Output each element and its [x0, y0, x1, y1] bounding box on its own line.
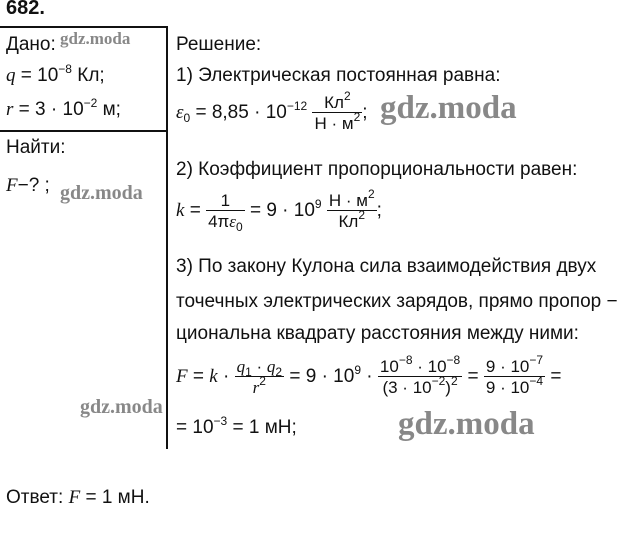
given-q-line [6, 62, 105, 86]
f-big-fraction [378, 353, 462, 397]
eps-eq: = 8,85 · 10 [190, 102, 287, 124]
given-label: Дано: [6, 34, 56, 55]
r-exp: −2 [83, 96, 98, 110]
k-frac-den-a: 4π [208, 212, 230, 231]
eps-var: ε [176, 102, 184, 124]
f-big-num-mid: · 10 [412, 357, 447, 376]
r-var: r [6, 99, 14, 120]
k-exp: 9 [314, 197, 322, 212]
q-unit: Кл; [71, 65, 105, 86]
k-frac-den-b: ε [229, 212, 236, 231]
eps-unit-den: Н · м [314, 114, 354, 133]
eps-tail: ; [362, 102, 368, 124]
find-f-line [6, 176, 50, 195]
result-exp: −3 [213, 414, 228, 428]
solution-label: Решение: [176, 34, 262, 55]
f-big-den-exp2: 2 [450, 374, 458, 388]
f-q2: q [266, 357, 276, 376]
f-r-exp: 2 [259, 374, 266, 388]
k-mid: = 9 · 10 [244, 200, 315, 222]
watermark-3: gdz.moda [60, 182, 143, 204]
f-k: k [209, 366, 218, 388]
f-mid: = 9 · 10 [284, 366, 355, 388]
f-eq2: = [462, 366, 484, 388]
f-r-den-exp: −4 [529, 374, 544, 388]
k-unit-den: Кл [338, 212, 359, 231]
r-unit: м; [97, 99, 121, 120]
f-r-num-exp: −7 [529, 353, 544, 367]
f-big-num-exp: −8 [398, 353, 413, 367]
f-r: r [252, 378, 260, 397]
answer-var: F [68, 487, 81, 508]
watermark-1: gdz.moda [60, 29, 131, 48]
f-big-den-exp: −2 [431, 374, 446, 388]
k-frac-den-sub: 0 [235, 220, 243, 234]
f-q-fraction [235, 358, 284, 396]
step3-line3: циональна квадрату расстояния между ними: [176, 323, 579, 344]
find-label: Найти: [6, 137, 66, 158]
given-r-line [6, 96, 121, 120]
f-result-fraction [484, 353, 545, 397]
step3-line2: точечных электрических зарядов, прямо пропор − [176, 291, 618, 312]
f-big-num-exp2: −8 [446, 353, 461, 367]
result-line [176, 414, 297, 438]
k-unit-den-exp: 2 [358, 208, 366, 222]
f-big-num: 10 [379, 357, 399, 376]
k-var: k [176, 200, 185, 222]
vertical-divider [166, 26, 168, 449]
answer-label: Ответ: [6, 487, 69, 508]
answer-line [6, 488, 150, 507]
f-big-den: (3 · 10 [382, 378, 432, 397]
k-unit-num: Н · м [328, 191, 368, 210]
eps-unit-fraction [312, 89, 362, 133]
problem-number: 682. [6, 0, 45, 19]
step2-text: 2) Коэффициент пропорциональности равен: [176, 159, 578, 180]
k-fraction [206, 191, 245, 234]
q-eq: = 10 [15, 65, 59, 86]
q-var: q [6, 65, 16, 86]
watermark-4: gdz.moda [80, 396, 163, 418]
f-q1: q [236, 357, 246, 376]
f-q1-sub: 1 [245, 365, 252, 379]
k-formula [176, 187, 382, 234]
k-frac-num: 1 [206, 192, 245, 211]
result-eq: = 10 [176, 417, 214, 438]
k-eq: = [184, 200, 207, 222]
f-formula [176, 353, 562, 397]
result-rest: = 1 мН; [227, 417, 297, 438]
f-big-den-close: ) [445, 378, 451, 397]
answer-rest: = 1 мН. [80, 487, 150, 508]
f-dot: · [217, 366, 235, 388]
k-unit-fraction [327, 187, 377, 231]
top-rule [0, 26, 166, 28]
r-eq: = 3 · 10 [13, 99, 84, 120]
f-r-den: 9 · 10 [485, 378, 530, 397]
k-tail: ; [376, 200, 382, 222]
f-eq: = [187, 366, 210, 388]
eps-exp: −12 [286, 99, 308, 114]
step1-text: 1) Электрическая постоянная равна: [176, 65, 501, 86]
k-unit-num-exp: 2 [367, 187, 375, 201]
f-qdot: · [251, 357, 267, 376]
eps-unit-num-exp: 2 [343, 89, 351, 103]
eps-sub: 0 [183, 111, 191, 126]
f-eq3: = [545, 366, 562, 388]
watermark-5: gdz.moda [398, 406, 535, 442]
eps-formula [176, 89, 368, 133]
f-q2-sub: 2 [275, 365, 283, 379]
given-find-rule [0, 130, 166, 132]
eps-unit-num: Кл [324, 93, 344, 112]
f-dot2: · [361, 366, 378, 388]
step3-line1: 3) По закону Кулона сила взаимодействия двух [176, 256, 597, 277]
f-r-num: 9 · 10 [485, 357, 530, 376]
f-mid-exp: 9 [354, 363, 362, 378]
eps-unit-den-exp: 2 [353, 110, 361, 124]
q-exp: −8 [58, 62, 72, 76]
f-var: F [176, 366, 188, 388]
find-f-var: F [6, 175, 18, 196]
watermark-2: gdz.moda [380, 90, 517, 126]
find-f-rest: −? ; [17, 175, 50, 196]
